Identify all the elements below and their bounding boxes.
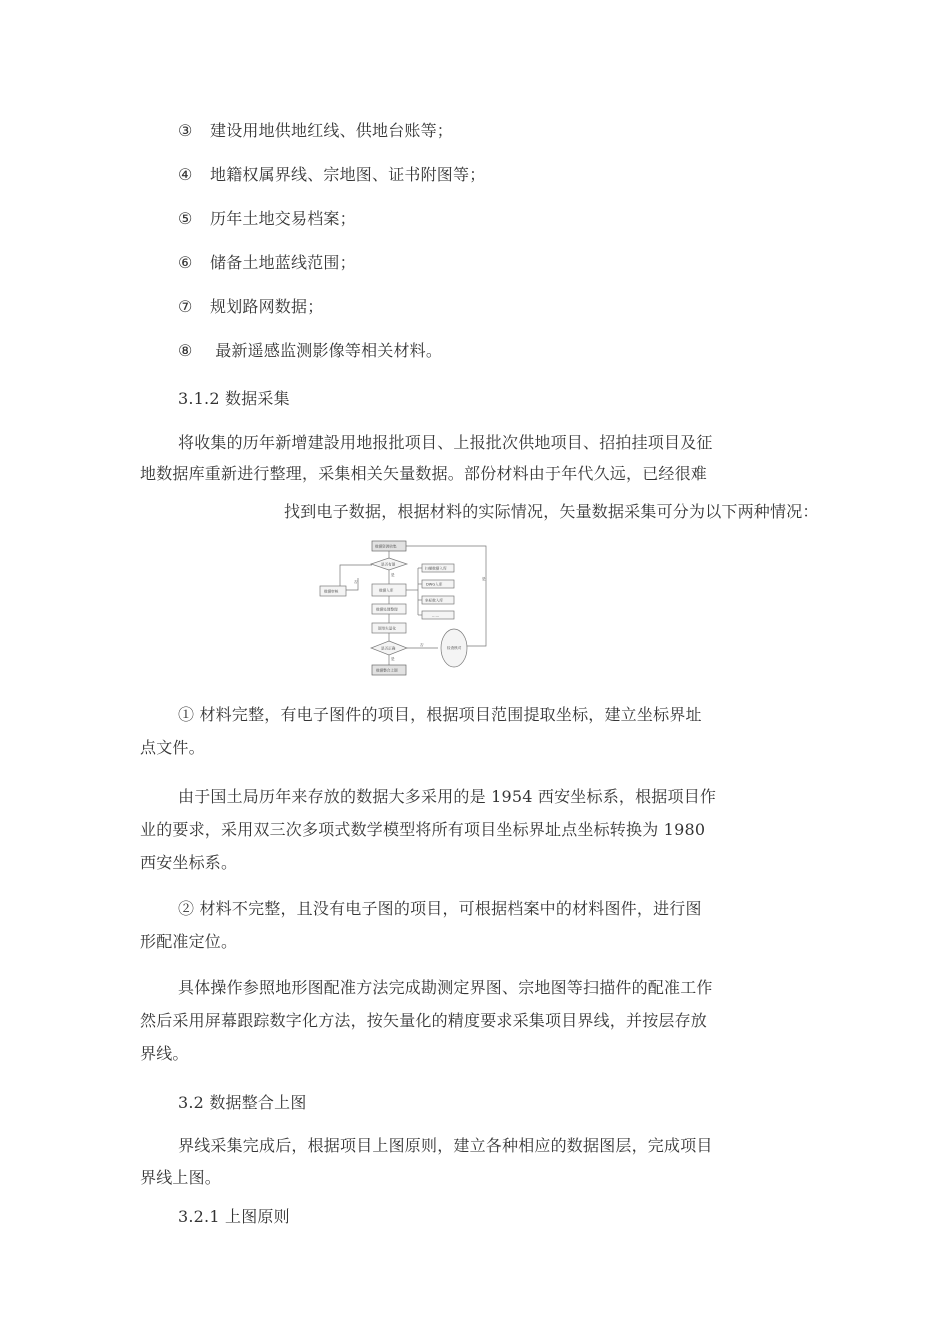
- flowchart-label: 坐标数入库: [425, 598, 443, 603]
- paragraph-line: 然后采用屏幕跟踪数字化方法，按矢量化的精度要求采集项目界线，并按层存放: [140, 1011, 708, 1030]
- paragraph-line: 由于国土局历年来存放的数据大多采用的是 1954 西安坐标系，根据项目作: [178, 787, 717, 806]
- list-item: [178, 209, 356, 229]
- list-item-number: ⑦: [178, 297, 193, 316]
- flowchart-edge-label: 是: [391, 573, 395, 577]
- section-heading-3-2-1: 3.2.1 上图原则: [178, 1207, 290, 1226]
- list-item-text: 地籍权属界线、宗地图、证书附图等；: [210, 165, 486, 184]
- paragraph-line: 界线上图。: [140, 1168, 222, 1187]
- list-item-text: 规划路网数据；: [210, 297, 324, 316]
- list-item-number: ⑧: [178, 341, 193, 360]
- paragraph-line: 业的要求，采用双三次多项式数学模型将所有项目坐标界址点坐标转换为 1980: [140, 820, 706, 839]
- paragraph-line: 将收集的历年新增建設用地报批项目、上报批次供地项目、招拍挂项目及征: [178, 433, 713, 452]
- list-item-number: ④: [178, 165, 193, 184]
- paragraph-line: 形配准定位。: [140, 932, 238, 951]
- list-item-text: 历年土地交易档案；: [210, 209, 356, 228]
- list-item: [178, 341, 442, 361]
- flowchart-label: 是否有图: [381, 562, 396, 567]
- list-item-text: 建设用地供地红线、供地台账等；: [210, 121, 454, 140]
- list-item: [178, 165, 485, 185]
- flowchart-label: DWG入库: [426, 582, 443, 587]
- list-item-number: ⑥: [178, 253, 193, 272]
- section-heading-3-2: 3.2 数据整合上图: [178, 1093, 307, 1112]
- list-item: [178, 297, 323, 317]
- flowchart-svg: [318, 538, 490, 680]
- list-item-number: ⑤: [178, 209, 193, 228]
- flowchart-label: ……: [432, 613, 440, 618]
- flowchart-label: 数据处理整理: [376, 607, 398, 612]
- flowchart-label: 数据审核: [324, 589, 339, 594]
- flowchart-label: 扫描数据入库: [425, 566, 447, 571]
- flowchart-edge-label: 否: [420, 643, 424, 647]
- flowchart-edge-label: 否: [354, 580, 358, 584]
- flowchart-figure: [318, 538, 490, 680]
- list-item-number: ③: [178, 121, 193, 140]
- flowchart-label: 检查核对: [447, 646, 462, 650]
- paragraph-line: 界线采集完成后，根据项目上图原则，建立各种相应的数据图层，完成项目: [178, 1136, 713, 1155]
- paragraph-line: 具体操作参照地形图配准方法完成勘测定界图、宗地图等扫描件的配准工作: [178, 978, 713, 997]
- list-item-text: 储备土地蓝线范围；: [210, 253, 356, 272]
- paragraph-line: ① 材料完整，有电子图件的项目，根据项目范围提取坐标，建立坐标界址: [178, 705, 702, 724]
- paragraph-line: 点文件。: [140, 738, 205, 757]
- paragraph-line: 西安坐标系。: [140, 853, 238, 872]
- paragraph-line: ② 材料不完整，且没有电子图的项目，可根据档案中的材料图件，进行图: [178, 899, 702, 918]
- flowchart-label: 数据入库: [379, 588, 394, 593]
- flowchart-label: 是否正确: [381, 646, 396, 651]
- list-item: [178, 253, 356, 273]
- flowchart-edge-label: 是: [482, 577, 486, 581]
- list-item: [178, 121, 453, 141]
- paragraph-line: 找到电子数据，根据材料的实际情况，矢量数据采集可分为以下两种情况：: [284, 502, 819, 521]
- list-item-text: 最新遥感监测影像等相关材料。: [210, 341, 443, 360]
- paragraph-line: 地数据库重新进行整理，采集相关矢量数据。部份材料由于年代久远，已经很难: [140, 464, 708, 483]
- flowchart-edge-label: 是: [391, 657, 395, 661]
- flowchart-label: 图形矢量化: [378, 626, 396, 631]
- flowchart-label: 数据资源收集: [375, 544, 397, 549]
- flowchart-label: 数据整合上图: [376, 668, 398, 673]
- section-heading-3-1-2: 3.1.2 数据采集: [178, 389, 290, 408]
- paragraph-line: 界线。: [140, 1044, 189, 1063]
